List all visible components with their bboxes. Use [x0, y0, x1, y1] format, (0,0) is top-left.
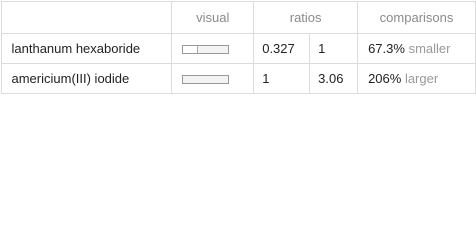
comparison-cell [358, 33, 476, 63]
comparison-table [1, 1, 476, 94]
comparison-panel [0, 0, 476, 95]
ratio-b: 3.06 [310, 63, 358, 93]
comparison-value: 67.3% [368, 40, 405, 56]
row-name: americium(III) iodide [1, 63, 172, 93]
comparison-word: smaller [408, 40, 451, 56]
comparison-word: larger [404, 70, 439, 86]
header-visual: visual [172, 1, 254, 33]
header-comparisons: comparisons [358, 1, 476, 33]
ratio-bar-fill [183, 46, 198, 53]
header-name-cell [1, 1, 172, 33]
ratio-bar [182, 45, 229, 54]
table-row [1, 33, 476, 63]
visual-cell [172, 33, 254, 63]
table-header-row [1, 1, 476, 33]
comparison-value: 206% [368, 70, 402, 86]
table-row [1, 63, 476, 93]
row-name: lanthanum hexaboride [1, 33, 172, 63]
header-ratios: ratios [254, 1, 358, 33]
comparison-cell [358, 63, 476, 93]
ratio-bar [182, 75, 229, 84]
ratio-a: 1 [254, 63, 310, 93]
ratio-b: 1 [310, 33, 358, 63]
visual-cell [172, 63, 254, 93]
ratio-a: 0.327 [254, 33, 310, 63]
